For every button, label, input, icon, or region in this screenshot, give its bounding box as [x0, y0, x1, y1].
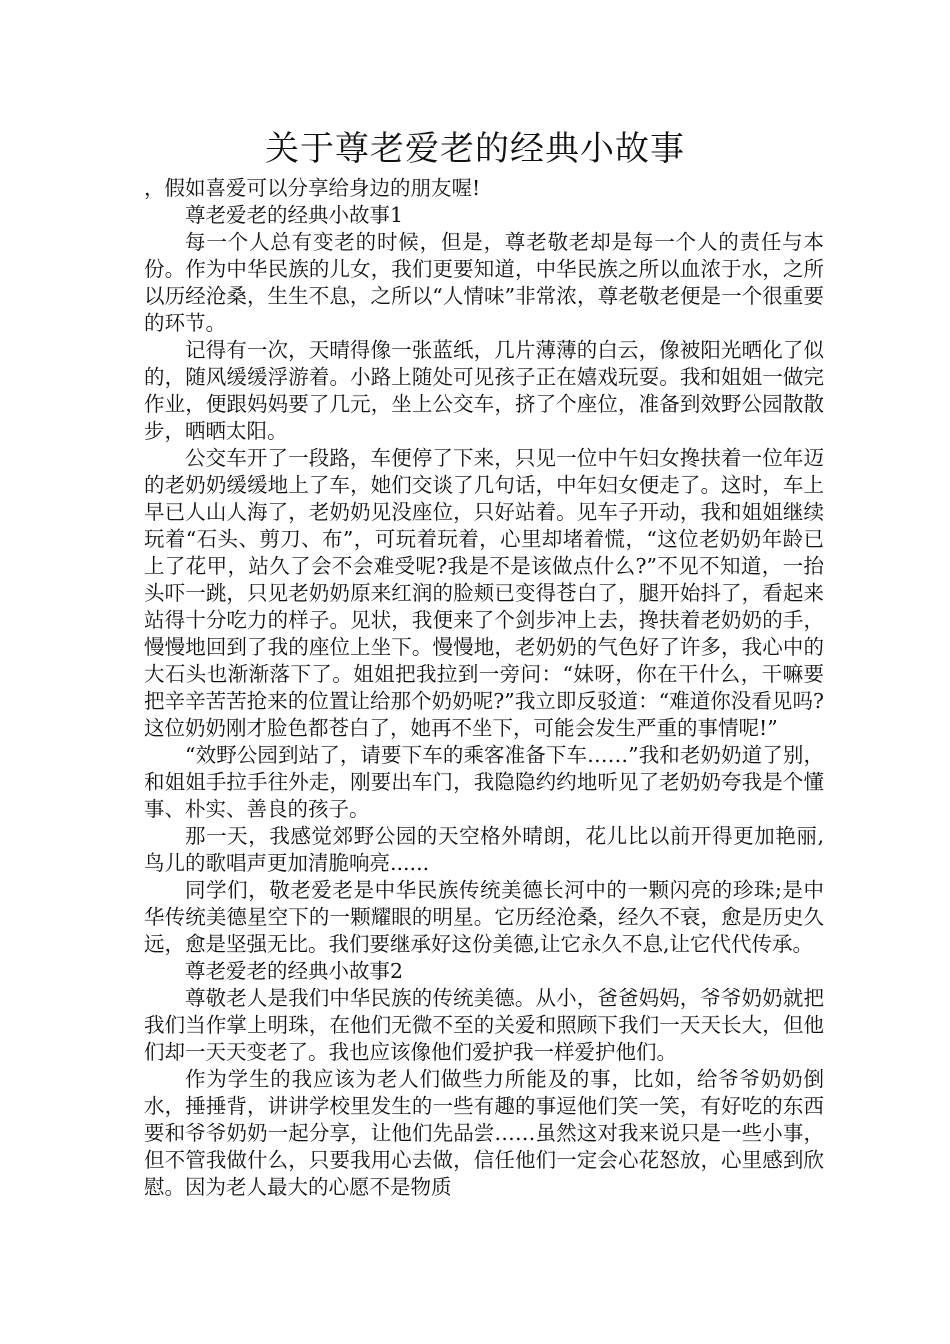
paragraph: 同学们，敬老爱老是中华民族传统美德长河中的一颗闪亮的珍珠;是中华传统美德星空下的一颗耀眼的明星。它历经沧桑，经久不衰，愈是历史久远，愈是坚强无比。我们要继承好这份美德,让它永久不息,让它代代传承。 — [144, 878, 824, 956]
document-body — [144, 175, 824, 1201]
paragraph: 记得有一次，天晴得像一张蓝纸，几片薄薄的白云，像被阳光晒化了似的，随风缓缓浮游着。小路上随处可见孩子正在嬉戏玩耍。我和姐姐一做完作业，便跟妈妈要了几元，坐上公交车，挤了个座位，准备到效野公园散散步，晒晒太阳。 — [144, 338, 824, 443]
paragraph: 作为学生的我应该为老人们做些力所能及的事，比如，给爷爷奶奶倒水，捶捶背，讲讲学校里发生的一些有趣的事逗他们笑一笑，有好吃的东西要和爷爷奶奶一起分享，让他们先品尝……虽然这对我来说只是一些小事，但不管我做什么，只要我用心去做，信任他们一定会心花怒放，心里感到欣慰。因为老人最大的心愿不是物质 — [144, 1067, 824, 1199]
paragraph: “效野公园到站了，请要下车的乘客准备下车……”我和老奶奶道了别，和姐姐手拉手往外走，刚要出车门，我隐隐约约地听见了老奶奶夸我是个懂事、朴实、善良的孩子。 — [144, 743, 824, 821]
paragraph: 每一个人总有变老的时候，但是，尊老敬老却是每一个人的责任与本份。作为中华民族的儿女，我们更要知道，中华民族之所以血浓于水，之所以历经沧桑，生生不息，之所以“人情味”非常浓，尊老敬老便是一个很重要的环节。 — [144, 230, 824, 335]
paragraph: 尊敬老人是我们中华民族的传统美德。从小，爸爸妈妈，爷爷奶奶就把我们当作掌上明珠，在他们无微不至的关爱和照顾下我们一天天长大，但他们却一天天变老了。我也应该像他们爱护我一样爱护他们。 — [144, 986, 824, 1064]
document-title: 关于尊老爱老的经典小故事 — [265, 129, 685, 169]
story-heading-2: 尊老爱老的经典小故事2 — [185, 959, 404, 983]
story-heading-1: 尊老爱老的经典小故事1 — [185, 203, 404, 227]
paragraph: 那一天，我感觉郊野公园的天空格外晴朗，花儿比以前开得更加艳丽,鸟儿的歌唱声更加清脆响亮...... — [144, 824, 824, 875]
intro-line: ，假如喜爱可以分享给身边的朋友喔! — [144, 176, 481, 200]
paragraph: 公交车开了一段路，车便停了下来，只见一位中午妇女搀扶着一位年迈的老奶奶缓缓地上了车，她们交谈了几句话，中年妇女便走了。这时，车上早已人山人海了，老奶奶见没座位，只好站着。见车子开动，我和姐姐继续玩着“石头、剪刀、布”，可玩着玩着，心里却堵着慌，“这位老奶奶年龄已上了花甲，站久了会不会难受呢?我是不是该做点什么?”不见不知道，一抬头吓一跳，只见老奶奶原来红润的脸颊已变得苍白了，腿开始抖了，看起来站得十分吃力的样子。见状，我便来了个剑步冲上去，搀扶着老奶奶的手，慢慢地回到了我的座位上坐下。慢慢地，老奶奶的气色好了许多，我心中的大石头也渐渐落下了。姐姐把我拉到一旁问：“妹呀，你在干什么，干嘛要把辛辛苦苦抢来的位置让给那个奶奶呢?”我立即反驳道：“难道你没看见吗?这位奶奶刚才脸色都苍白了，她再不坐下，可能会发生严重的事情呢!” — [144, 446, 824, 740]
